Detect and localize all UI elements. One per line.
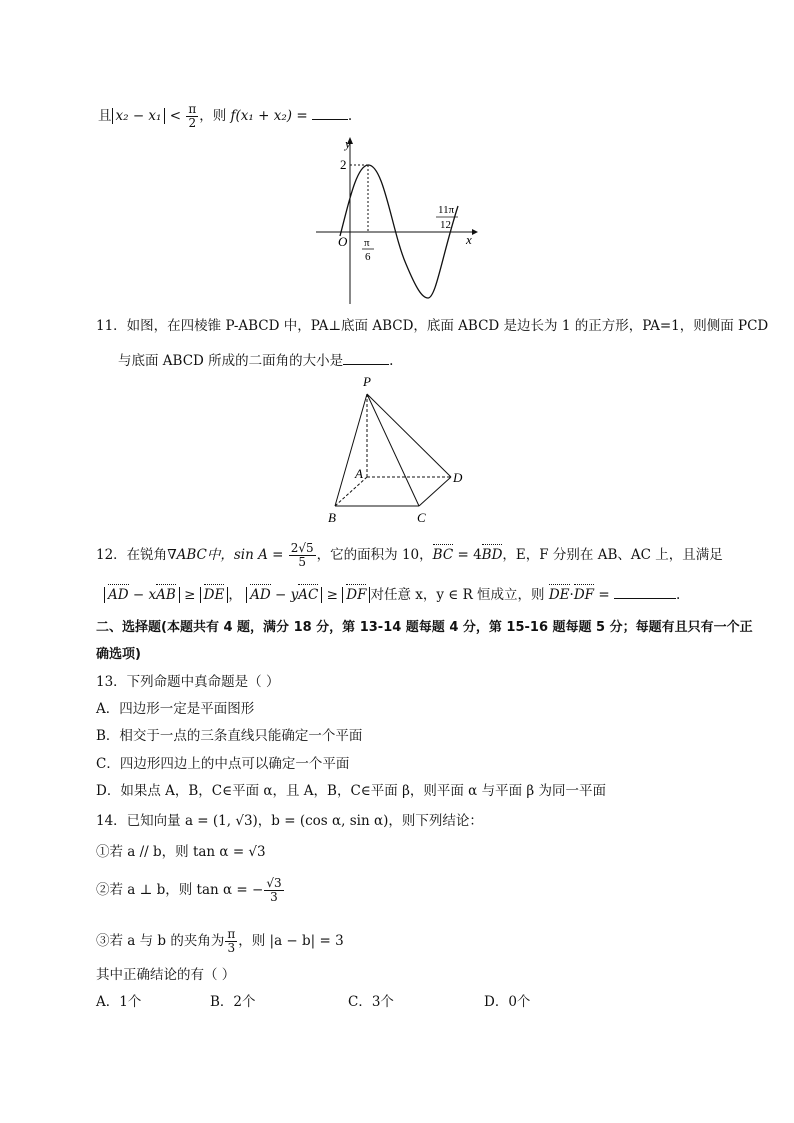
q10-answer-blank[interactable] — [312, 107, 348, 120]
vertex-D: D — [453, 470, 463, 485]
sine-graph — [312, 136, 482, 306]
q13-option-a[interactable]: A．四边形一定是平面图形 — [96, 701, 255, 717]
pyramid-figure — [325, 372, 475, 527]
q10-abs-diff: x₂ − x₁ — [112, 108, 166, 124]
max-value-label: 2 — [340, 157, 347, 172]
edge-CD — [419, 477, 451, 506]
edge-AB — [335, 477, 367, 506]
q14-which: 其中正确结论的有（ ） — [96, 967, 236, 983]
vertex-A: A — [355, 466, 363, 481]
q14-statement-1: ①若 a // b，则 tan α = √3 — [96, 844, 266, 860]
origin-label: O — [338, 234, 348, 249]
q14-option-b[interactable]: B．2个 — [210, 994, 256, 1010]
q12-sin-fraction: $\frac{2√5}{5}$ — [290, 541, 314, 569]
q10-f-expr: f(x₁ + x₂) = — [230, 108, 308, 124]
tick-pi6-num: π — [364, 237, 370, 249]
q14-option-d[interactable]: D．0个 — [484, 994, 531, 1010]
q14-option-c[interactable]: C．3个 — [348, 994, 394, 1010]
q10-condition-line: 且 x₂ − x₁ < $\frac{\pi}{2}$ ，则 f(x₁ + x₂) = . — [98, 102, 353, 130]
q11-answer-blank[interactable] — [343, 352, 389, 365]
y-label: y — [345, 136, 351, 151]
sine-curve — [340, 165, 458, 298]
q14-stem: 14．已知向量 a = (1, √3)，b = (cos α, sin α)，则下列结论： — [96, 813, 483, 829]
tick-pi6-den: 6 — [365, 251, 371, 263]
edge-PD — [367, 394, 451, 477]
q14-option-a[interactable]: A．1个 — [96, 994, 142, 1010]
q12-line2: AD − xAB ≥ DE ， AD − yAC ≥ DF 对任意 x，y ∈ R 恒成立，则 DE·DF = . — [104, 586, 680, 604]
q11-line2: 与底面 ABCD 所成的二面角的大小是 . — [118, 353, 394, 369]
q13-option-c[interactable]: C．四边形四边上的中点可以确定一个平面 — [96, 756, 350, 772]
q13-option-b[interactable]: B．相交于一点的三条直线只能确定一个平面 — [96, 728, 363, 744]
x-label: x — [466, 232, 472, 247]
section2-heading-line1: 二、选择题(本题共有 4 题，满分 18 分，第 13-14 题每题 4 分，第 15-16 题每题 5 分；每题有且只有一个正 — [96, 620, 753, 635]
section2-heading-line2: 确选项) — [96, 647, 141, 662]
q10-less-than: < — [169, 108, 182, 124]
q14-statement-2: ②若 a ⊥ b，则 tan α = − $\frac{√3}{3}$ — [96, 876, 282, 904]
q11-line1: 11．如图，在四棱锥 P-ABCD 中，PA⊥底面 ABCD，底面 ABCD 是边长为 1 的正方形，PA=1，则侧面 PCD — [96, 318, 769, 334]
tick-11pi12-num: 11π — [438, 204, 455, 216]
x-axis-arrow — [472, 229, 478, 235]
edge-PB — [335, 394, 367, 506]
q12-line1: 12．在锐角∇ABC中，sin A = $\frac{2√5}{5}$ ，它的面积为 10，BC = 4BD，E，F 分别在 AB、AC 上，且满足 — [96, 541, 723, 569]
vertex-C: C — [417, 510, 426, 525]
q12-answer-blank[interactable] — [614, 586, 676, 599]
tick-11pi12-den: 12 — [440, 219, 451, 231]
q10-pi-over-two: $\frac{\pi}{2}$ — [188, 102, 197, 130]
q13-stem: 13．下列命题中真命题是（ ） — [96, 674, 280, 690]
q10-prefix: 且 — [98, 108, 112, 124]
q13-option-d[interactable]: D．如果点 A，B，C∈平面 α，且 A，B，C∈平面 β，则平面 α 与平面 β 为同一平面 — [96, 783, 606, 799]
q14-statement-3: ③若 a 与 b 的夹角为 $\frac{\pi}{3}$ ，则 |a − b| = 3 — [96, 927, 344, 955]
vertex-P: P — [363, 374, 371, 389]
edge-PC — [367, 394, 419, 506]
q10-then: ，则 — [199, 108, 227, 124]
vertex-B: B — [328, 510, 336, 525]
